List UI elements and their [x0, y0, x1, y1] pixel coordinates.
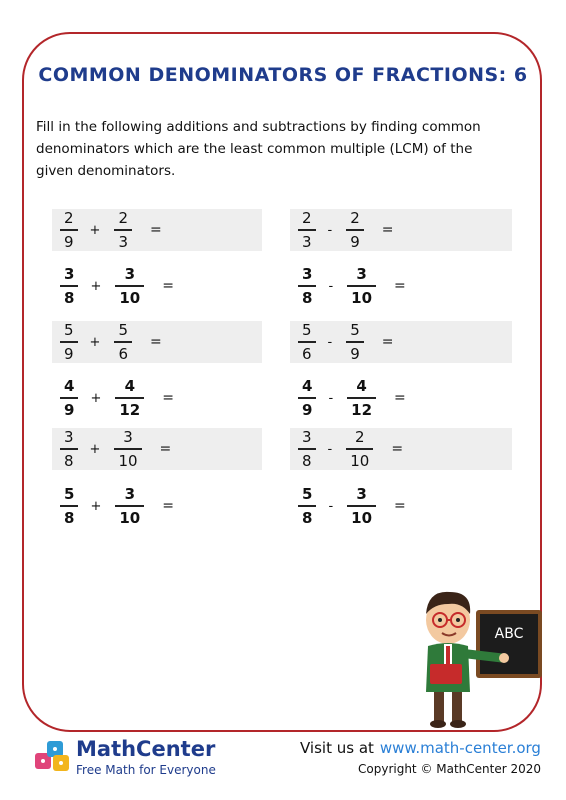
minus-sign: - — [327, 334, 333, 350]
fraction: $\frac{3}{8}$ — [298, 265, 316, 307]
problem-row — [52, 321, 262, 363]
website-link[interactable]: www.math-center.org — [379, 739, 541, 757]
fraction: $\frac{3}{10}$ — [347, 485, 376, 527]
minus-sign: - — [327, 222, 333, 238]
teacher-arm — [468, 654, 502, 658]
visit-line — [300, 739, 541, 757]
brand-name: MathCenter — [76, 737, 216, 761]
equals-sign: = — [391, 441, 404, 457]
equals-sign: = — [162, 390, 174, 406]
brand-tagline: Free Math for Everyone — [76, 763, 216, 777]
fraction: $\frac{5}{8}$ — [298, 485, 316, 527]
fraction: $\frac{5}{9}$ — [346, 321, 364, 363]
fraction: $\frac{3}{8}$ — [298, 428, 316, 470]
fraction: $\frac{3}{10}$ — [115, 485, 144, 527]
minus-sign: - — [328, 390, 334, 406]
plus-sign: + — [89, 334, 101, 350]
equals-sign: = — [162, 498, 174, 514]
fraction: $\frac{2}{3}$ — [298, 209, 316, 251]
problem-row — [52, 209, 262, 251]
fraction: $\frac{5}{9}$ — [60, 321, 78, 363]
copyright-text: Copyright © MathCenter 2020 — [358, 762, 542, 776]
problem-row — [52, 265, 262, 307]
equals-sign: = — [381, 222, 394, 238]
instructions-text: Fill in the following additions and subtractions by finding common denominators which are the least common multiple (LCM) of the given denominators. — [36, 119, 481, 179]
mathcenter-logo-icon — [33, 735, 73, 775]
equals-sign: = — [394, 498, 406, 514]
fraction: $\frac{2}{9}$ — [346, 209, 364, 251]
fraction: $\frac{4}{9}$ — [60, 377, 78, 419]
fraction: $\frac{3}{8}$ — [60, 265, 78, 307]
fraction: $\frac{3}{8}$ — [60, 428, 78, 470]
chalkboard-text: ABC — [494, 626, 524, 642]
fraction: $\frac{5}{6}$ — [114, 321, 132, 363]
plus-sign: + — [90, 278, 102, 294]
problem-row — [290, 485, 512, 527]
problem-row — [290, 428, 512, 470]
equals-sign: = — [150, 334, 162, 350]
equals-sign: = — [159, 441, 172, 457]
equals-sign: = — [150, 222, 162, 238]
problem-row — [290, 209, 512, 251]
equals-sign: = — [162, 278, 174, 294]
fraction: $\frac{5}{6}$ — [298, 321, 316, 363]
page-title: COMMON DENOMINATORS OF FRACTIONS: 6 — [38, 64, 528, 86]
equals-sign: = — [381, 334, 394, 350]
problem-row — [290, 265, 512, 307]
fraction: $\frac{3}{10}$ — [347, 265, 376, 307]
fraction: $\frac{4}{12}$ — [115, 377, 144, 419]
equals-sign: = — [394, 278, 406, 294]
problem-row — [290, 377, 512, 419]
problem-row — [52, 428, 262, 470]
fraction: $\frac{2}{9}$ — [60, 209, 78, 251]
visit-label: Visit us at — [300, 739, 374, 757]
plus-sign: + — [89, 222, 101, 238]
fraction: $\frac{3}{10}$ — [114, 428, 141, 470]
problem-row — [52, 377, 262, 419]
equals-sign: = — [394, 390, 406, 406]
problem-row — [52, 485, 262, 527]
problem-row — [290, 321, 512, 363]
chalkboard — [480, 614, 538, 674]
fraction: $\frac{4}{12}$ — [347, 377, 376, 419]
fraction: $\frac{2}{10}$ — [346, 428, 373, 470]
teacher-book — [430, 664, 462, 684]
minus-sign: - — [328, 278, 334, 294]
teacher-illustration — [406, 580, 546, 730]
fraction: $\frac{4}{9}$ — [298, 377, 316, 419]
fraction: $\frac{3}{10}$ — [115, 265, 144, 307]
fraction: $\frac{5}{8}$ — [60, 485, 78, 527]
plus-sign: + — [90, 390, 102, 406]
minus-sign: - — [327, 441, 333, 457]
fraction: $\frac{2}{3}$ — [114, 209, 132, 251]
minus-sign: - — [328, 498, 334, 514]
plus-sign: + — [90, 498, 102, 514]
plus-sign: + — [89, 441, 101, 457]
